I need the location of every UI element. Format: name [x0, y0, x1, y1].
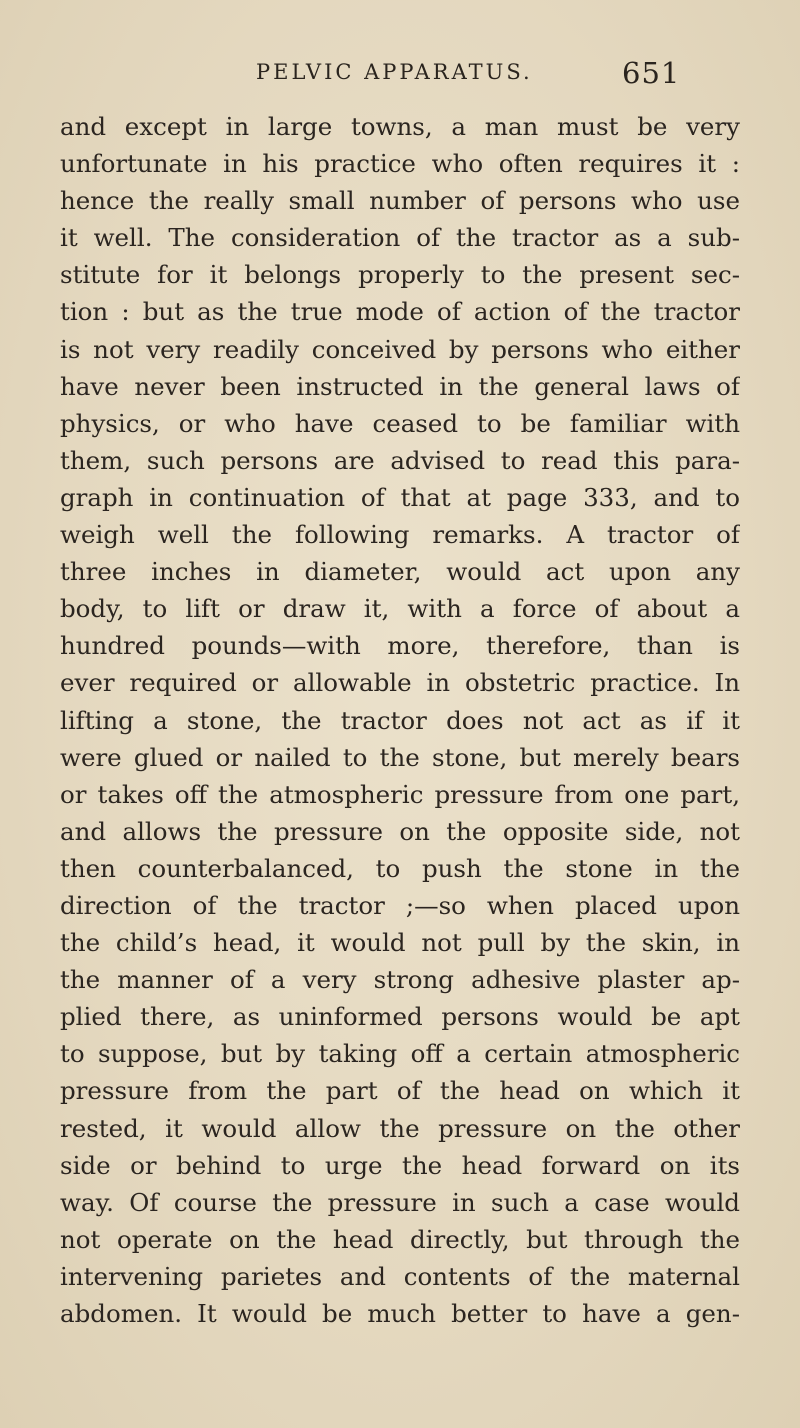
- text-line: weigh well the following remarks. A tractor of: [60, 520, 740, 550]
- text-line: or takes off the atmospheric pressure from one part,: [60, 779, 740, 809]
- text-line: way. Of course the pressure in such a case would: [60, 1187, 740, 1217]
- text-line: body, to lift or draw it, with a force of about a: [60, 594, 740, 624]
- text-line: have never been instructed in the general laws of: [60, 371, 740, 401]
- text-line: side or behind to urge the head forward on its: [60, 1150, 740, 1180]
- text-line: intervening parietes and contents of the maternal: [60, 1261, 740, 1291]
- page-number: 651: [622, 56, 681, 90]
- text-line: physics, or who have ceased to be familiar with: [60, 408, 740, 438]
- text-line: then counterbalanced, to push the stone in the: [60, 853, 740, 883]
- text-line: abdomen. It would be much better to have a gen-: [60, 1299, 740, 1328]
- text-line: were glued or nailed to the stone, but merely bears: [60, 742, 740, 772]
- text-line: ever required or allowable in obstetric practice. In: [60, 668, 740, 698]
- text-line: tion : but as the true mode of action of the tractor: [60, 297, 740, 327]
- text-line: stitute for it belongs properly to the present sec-: [60, 260, 740, 290]
- text-line: direction of the tractor ;—so when placed upon: [60, 890, 740, 920]
- text-line: it well. The consideration of the tractor as a sub-: [60, 223, 740, 253]
- text-line: the child’s head, it would not pull by the skin, in: [60, 928, 740, 958]
- text-line: hundred pounds—with more, therefore, than is: [60, 631, 740, 661]
- text-line: graph in continuation of that at page 333, and to: [60, 482, 740, 512]
- running-head: [256, 56, 786, 90]
- text-line: and allows the pressure on the opposite side, not: [60, 816, 740, 846]
- text-line: to suppose, but by taking off a certain atmospheric: [60, 1039, 740, 1069]
- body-text: [60, 108, 740, 1332]
- text-line: plied there, as uninformed persons would be apt: [60, 1002, 740, 1032]
- text-line: unfortunate in his practice who often requires it :: [60, 149, 740, 179]
- text-line: hence the really small number of persons who use: [60, 186, 740, 216]
- text-line: not operate on the head directly, but through the: [60, 1224, 740, 1254]
- text-line: them, such persons are advised to read this para-: [60, 445, 740, 475]
- text-line: the manner of a very strong adhesive plaster ap-: [60, 965, 740, 995]
- text-line: rested, it would allow the pressure on the other: [60, 1113, 740, 1143]
- text-line: pressure from the part of the head on which it: [60, 1076, 740, 1106]
- text-line: lifting a stone, the tractor does not act as if it: [60, 705, 740, 735]
- running-title: PELVIC APPARATUS.: [256, 60, 533, 84]
- text-line: three inches in diameter, would act upon any: [60, 557, 740, 587]
- text-line: is not very readily conceived by persons who either: [60, 334, 740, 364]
- text-line: and except in large towns, a man must be very: [60, 112, 740, 141]
